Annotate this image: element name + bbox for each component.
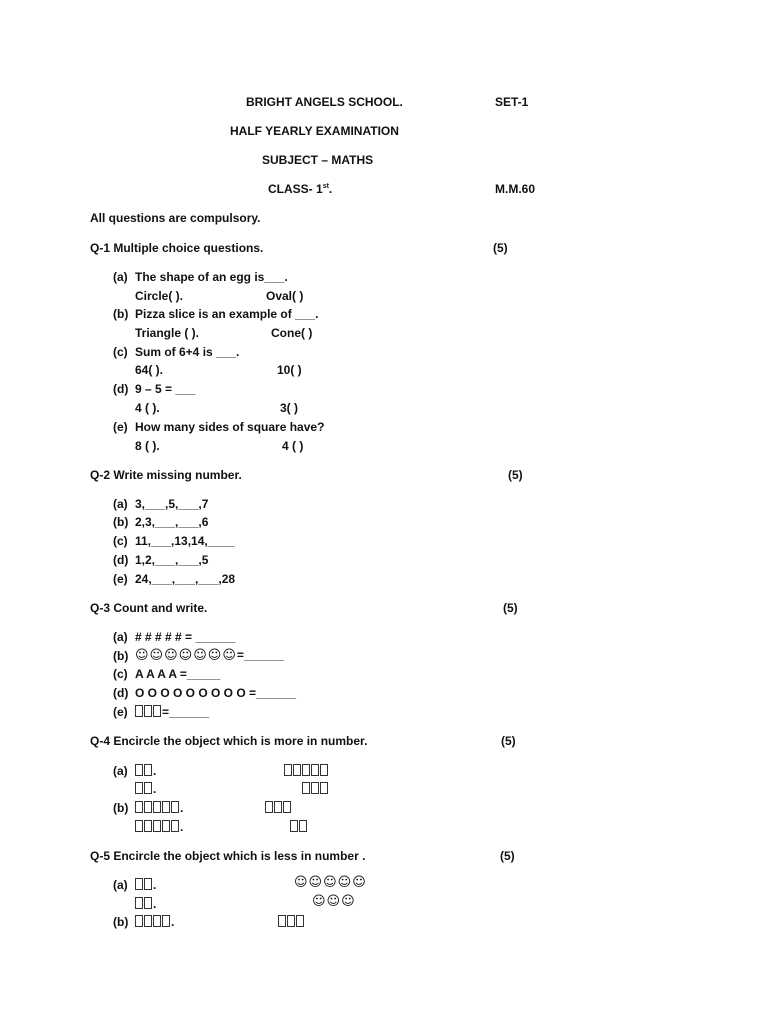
q1-option: Triangle ( ). (135, 326, 200, 340)
class-label: CLASS- 1st. (268, 182, 333, 196)
q1-option: 8 ( ). (135, 439, 160, 453)
missing-glyph-icon (135, 764, 153, 778)
q4-object-group (284, 764, 329, 778)
q4-label: (b) (113, 801, 129, 815)
q5-marks: (5) (500, 849, 515, 863)
q5-title: Q-5 Encircle the object which is less in number . (90, 849, 366, 863)
smiley-icon: ☺☺☺☺☺ (294, 875, 367, 890)
q5-object-group: . (135, 878, 156, 892)
q1-question: The shape of an egg is___. (135, 270, 288, 284)
missing-glyph-icon (278, 915, 305, 929)
smiley-icon: ☺☺☺ (312, 894, 356, 909)
q1-label: (e) (113, 420, 128, 434)
q1-title: Q-1 Multiple choice questions. (90, 241, 264, 255)
q4-object-group: . (135, 801, 183, 815)
q5-label: (b) (113, 915, 129, 929)
q1-label: (d) (113, 382, 129, 396)
q1-marks: (5) (493, 241, 508, 255)
q1-option: 4 ( ). (135, 401, 160, 415)
q2-label: (b) (113, 515, 129, 529)
q2-label: (d) (113, 553, 129, 567)
max-marks: M.M.60 (495, 182, 536, 196)
q4-title: Q-4 Encircle the object which is more in number. (90, 734, 368, 748)
q3-label: (d) (113, 686, 129, 700)
smiley-icon: ☺☺☺☺☺☺☺ (135, 648, 237, 663)
q4-object-group: . (135, 782, 156, 796)
missing-glyph-icon (135, 878, 153, 892)
q3-marks: (5) (503, 601, 518, 615)
missing-glyph-icon (135, 915, 171, 929)
q1-option: Oval( ) (266, 289, 304, 303)
q3-count-item: O O O O O O O O O =______ (135, 686, 297, 700)
q1-option: Cone( ) (271, 326, 313, 340)
q3-title: Q-3 Count and write. (90, 601, 208, 615)
q2-marks: (5) (508, 468, 523, 482)
instructions: All questions are compulsory. (90, 211, 261, 225)
q2-sequence: 1,2,___,___,5 (135, 553, 209, 567)
q1-question: 9 – 5 = ___ (135, 382, 196, 396)
q2-label: (e) (113, 572, 128, 586)
set-number: SET-1 (495, 95, 529, 109)
q3-label: (a) (113, 630, 128, 644)
q1-label: (c) (113, 345, 128, 359)
q1-option: Circle( ). (135, 289, 184, 303)
q4-object-group (302, 782, 329, 796)
q5-label: (a) (113, 878, 128, 892)
subject-title: SUBJECT – MATHS (262, 153, 374, 167)
q4-object-group (290, 820, 308, 834)
q2-label: (c) (113, 534, 128, 548)
q2-title: Q-2 Write missing number. (90, 468, 242, 482)
q2-sequence: 3,___,5,___,7 (135, 497, 209, 511)
q4-object-group (265, 801, 292, 815)
q5-object-group: . (135, 897, 156, 911)
q3-label: (e) (113, 705, 128, 719)
q1-question: Pizza slice is an example of ___. (135, 307, 319, 321)
q4-object-group: . (135, 764, 156, 778)
exam-title: HALF YEARLY EXAMINATION (230, 124, 399, 138)
q1-question: How many sides of square have? (135, 420, 325, 434)
school-name: BRIGHT ANGELS SCHOOL. (246, 95, 403, 109)
q3-count-item: A A A A =_____ (135, 667, 221, 681)
q4-label: (a) (113, 764, 128, 778)
q1-option: 64( ). (135, 363, 164, 377)
q2-label: (a) (113, 497, 128, 511)
missing-glyph-icon (135, 897, 153, 911)
q3-count-item: # # # # # = ______ (135, 630, 236, 644)
q3-count-item: ☺☺☺☺☺☺☺=______ (135, 648, 284, 663)
q2-sequence: 2,3,___,___,6 (135, 515, 209, 529)
q1-option: 10( ) (277, 363, 302, 377)
missing-glyph-icon (135, 705, 162, 719)
missing-glyph-icon (135, 782, 153, 796)
q2-sequence: 24,___,___,___,28 (135, 572, 236, 586)
q5-object-group (278, 915, 305, 929)
q3-label: (b) (113, 649, 129, 663)
missing-glyph-icon (290, 820, 308, 834)
missing-glyph-icon (302, 782, 329, 796)
missing-glyph-icon (135, 801, 180, 815)
q2-sequence: 11,___,13,14,____ (135, 534, 235, 548)
missing-glyph-icon (135, 820, 180, 834)
q5-object-group: . (135, 915, 174, 929)
missing-glyph-icon (265, 801, 292, 815)
q3-label: (c) (113, 667, 128, 681)
q4-marks: (5) (501, 734, 516, 748)
q3-count-item: =______ (135, 705, 209, 719)
q1-label: (b) (113, 307, 129, 321)
q1-option: 4 ( ) (282, 439, 304, 453)
q4-object-group: . (135, 820, 183, 834)
q1-option: 3( ) (280, 401, 298, 415)
q1-label: (a) (113, 270, 128, 284)
missing-glyph-icon (284, 764, 329, 778)
q1-question: Sum of 6+4 is ___. (135, 345, 240, 359)
